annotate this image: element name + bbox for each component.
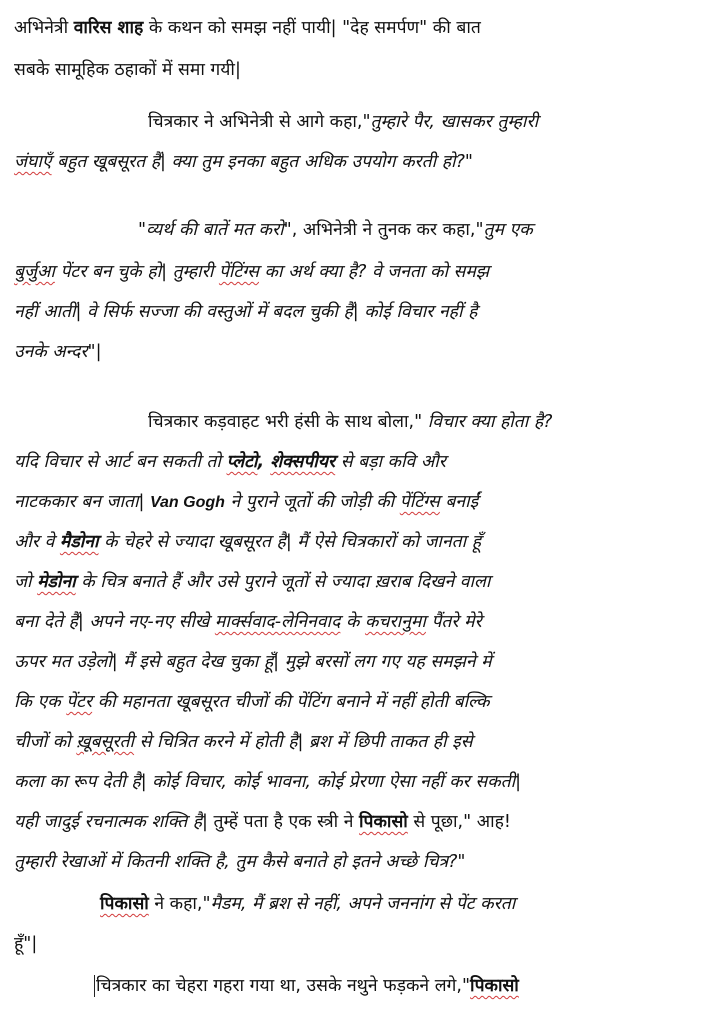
name-picasso: पिकासो: [100, 894, 149, 914]
text: ने कहा,": [148, 894, 211, 914]
text: से पूछा," आह!: [407, 812, 511, 832]
text: चित्रकार ने अभिनेत्री से आगे कहा,": [148, 112, 371, 132]
text-italic: नहीं आतीं| वे सिर्फ सज्जा की वस्तुओं में बदल चुकी हैं| कोई विचार नहीं है: [14, 302, 478, 322]
text-italic: पेंटर बन चुके हो| तुम्हारी: [54, 262, 219, 282]
spellcheck-word: पेंटिंग्स: [218, 262, 259, 282]
text-italic: के चित्र बनाते हैं और उसे पुराने जूतों से ज्यादा ख़राब दिखने वाला: [75, 572, 491, 592]
text-bold-italic: ,: [257, 452, 271, 472]
name-madonna: मैडोना: [59, 532, 99, 552]
paragraph-1-line-2: [14, 58, 241, 82]
text: सबके सामूहिक ठहाकों में समा गयी|: [14, 60, 241, 80]
text-cursor: [94, 975, 95, 997]
name-picasso: पिकासो: [470, 976, 519, 996]
spellcheck-word: ख़ूबसूरती: [76, 732, 135, 752]
name-madonna: मेडोना: [37, 572, 76, 592]
text-italic: का अर्थ क्या है? वे जनता को समझ: [258, 262, 490, 282]
text-italic: कि एक: [14, 692, 67, 712]
text: के कथन को समझ नहीं पायी| "देह समर्पण" की बात: [143, 18, 481, 38]
text-italic: ऊपर मत उड़ेलो| मैं इसे बहुत देख चुका हूँ| मुझे बरसों लग गए यह समझने में: [14, 652, 492, 672]
paragraph-4-line-8: [14, 690, 490, 714]
spellcheck-word: जंघाएँ: [14, 152, 52, 172]
paragraph-3-line-4: [14, 340, 102, 364]
name-waris-shah: वारिस शाह: [73, 18, 144, 38]
text-italic: के: [340, 612, 365, 632]
text-italic: चीजों को: [14, 732, 77, 752]
text-italic: यदि विचार से आर्ट बन सकती तो: [14, 452, 227, 472]
text-italic: यही जादुई रचनात्मक शक्ति है|: [14, 812, 214, 832]
name-shakespeare: शेक्सपीयर: [270, 452, 336, 472]
name-plato: प्लेटो: [226, 452, 258, 472]
text-italic: पैंतरे मेरे: [425, 612, 482, 632]
text-italic: विचार क्या होता है?: [427, 412, 553, 432]
text-italic: जो: [14, 572, 38, 592]
text-italic: कला का रूप देती है| कोई विचार, कोई भावना, कोई प्रेरणा ऐसा नहीं कर सकती|: [14, 772, 522, 792]
paragraph-3-line-1: [138, 218, 533, 242]
paragraph-2-line-2: [14, 150, 473, 174]
text-italic: तुम्हारे पैर, खासकर तुम्हारी: [370, 112, 539, 132]
text: , अभिनेत्री ने तुनक कर कहा,": [291, 220, 484, 240]
text-italic: और वे: [14, 532, 60, 552]
spellcheck-word: कचरानुमा: [364, 612, 426, 632]
text: हूँ"|: [14, 934, 38, 954]
paragraph-4-line-10: [14, 770, 521, 794]
text-italic: मैडम, मैं ब्रश से नहीं, अपने जननांग से पेंट करता: [210, 894, 516, 914]
paragraph-6-line-1: [94, 974, 519, 998]
paragraph-4-line-4: [14, 530, 481, 554]
text-italic: बहुत खूबसूरत हैं| क्या तुम इनका बहुत अधिक उपयोग करती हो?": [51, 152, 473, 172]
spellcheck-word: बुर्जुआ: [14, 262, 55, 282]
text: अभिनेत्री: [14, 18, 74, 38]
paragraph-4-line-1: [148, 410, 552, 434]
spellcheck-word: मार्क्सवाद-लेनिनवाद: [214, 612, 341, 632]
paragraph-5-line-1: [100, 892, 515, 916]
paragraph-3-line-3: [14, 300, 477, 324]
text: "|: [87, 342, 102, 362]
paragraph-2-line-1: [148, 110, 538, 134]
text-italic: से बड़ा कवि और: [335, 452, 446, 472]
paragraph-4-line-11: [14, 810, 511, 834]
text-italic: के चेहरे से ज्यादा खूबसूरत है| मैं ऐसे चित्रकारों को जानता हूँ: [98, 532, 482, 552]
paragraph-5-line-2: [14, 932, 37, 956]
paragraph-4-line-5: [14, 570, 490, 594]
paragraph-4-line-3: [14, 490, 478, 514]
text: तुम्हें पता है एक स्त्री ने: [213, 812, 360, 832]
paragraph-4-line-12: [14, 850, 465, 874]
name-picasso: पिकासो: [359, 812, 408, 832]
text: चित्रकार कड़वाहट भरी हंसी के साथ बोला,": [148, 412, 428, 432]
spellcheck-word: पेंटर: [66, 692, 93, 712]
paragraph-1-line-1: [14, 16, 481, 40]
text-italic: तुम्हारी रेखाओं में कितनी शक्ति है, तुम कैसे बनाते हो इतने अच्छे चित्र?": [14, 852, 466, 872]
paragraph-3-line-2: [14, 260, 489, 284]
text-italic: की महानता खूबसूरत चीजों की पेंटिंग बनाने में नहीं होती बल्कि: [92, 692, 490, 712]
text-italic: तुम एक: [483, 220, 533, 240]
text: चित्रकार का चेहरा गहरा गया था, उसके नथुने फड़कने लगे,": [96, 976, 471, 996]
text-italic: ने पुराने जूतों की जोड़ी की: [224, 492, 400, 512]
text-italic: "व्यर्थ की बातें मत करो": [138, 220, 292, 240]
name-van-gogh: Van Gogh: [149, 494, 225, 511]
paragraph-4-line-9: [14, 730, 473, 754]
text-italic: नाटककार बन जाता|: [14, 492, 150, 512]
text-italic: बना देते हैं| अपने नए-नए सीखे: [14, 612, 215, 632]
paragraph-4-line-7: [14, 650, 492, 674]
text-italic: बनाईं: [439, 492, 479, 512]
paragraph-4-line-6: [14, 610, 482, 634]
spellcheck-word: पेंटिंग्स: [399, 492, 440, 512]
text-italic: उनके अन्दर: [14, 342, 88, 362]
paragraph-4-line-2: [14, 450, 446, 474]
text-italic: से चित्रित करने में होती है| ब्रश में छिपी ताकत ही इसे: [134, 732, 473, 752]
